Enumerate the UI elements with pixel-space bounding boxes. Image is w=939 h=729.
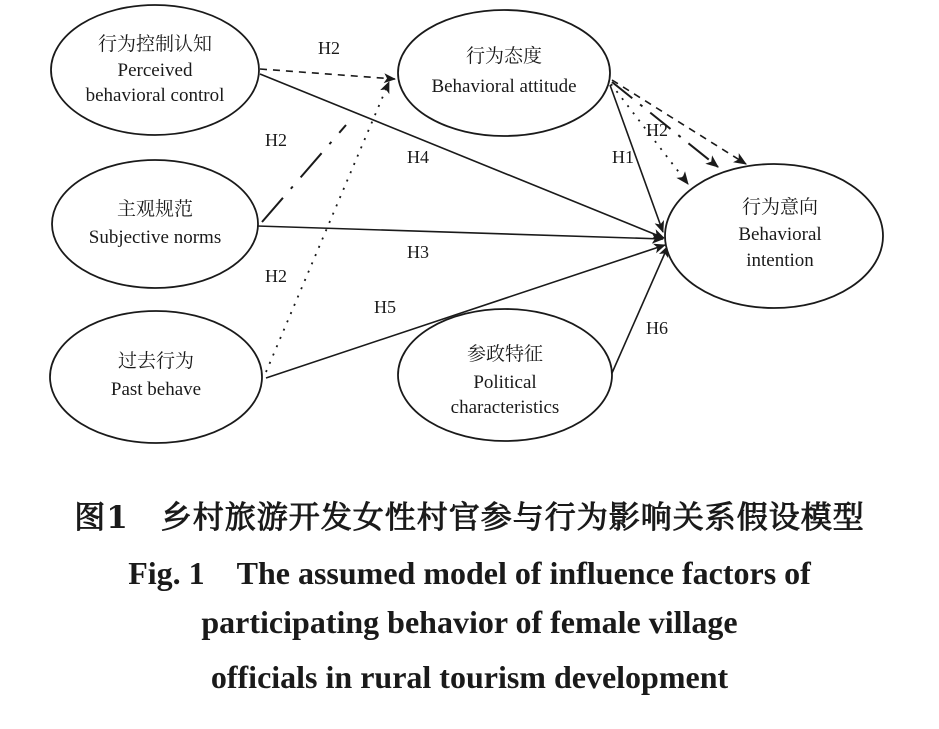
pbc-en-label-1: Perceived — [117, 60, 193, 81]
norms-zh-label: 主观规范 — [116, 198, 194, 220]
node-past-behave — [50, 311, 262, 443]
node-political-characteristics — [398, 309, 612, 441]
figure-caption-english-line-1: Fig. 1 The assumed model of influence factors of — [128, 555, 811, 591]
past-zh-label: 过去行为 — [117, 350, 195, 372]
label-h5: H5 — [374, 297, 396, 317]
label-h2-pbc: H2 — [318, 38, 340, 58]
pbc-zh-label: 行为控制认知 — [97, 33, 213, 55]
label-h2-past: H2 — [265, 266, 287, 286]
political-en-label-1: Political — [473, 372, 537, 393]
figure-caption-english-line-3: officials in rural tourism development — [210, 659, 729, 695]
figure-caption-english-line-2: participating behavior of female village — [201, 604, 738, 640]
pbc-en-label-2: behavioral control — [85, 85, 225, 106]
node-perceived-behavioral-control — [51, 5, 259, 135]
attitude-en-label: Behavioral attitude — [431, 76, 577, 97]
node-subjective-norms — [52, 160, 258, 288]
intention-zh-label: 行为意向 — [741, 196, 819, 218]
label-h3: H3 — [407, 242, 429, 262]
figure-caption-chinese: 图1 乡村旅游开发女性村官参与行为影响关系假设模型 — [74, 500, 865, 536]
edge-pbc-attitude-h2 — [260, 69, 395, 79]
past-en-label: Past behave — [110, 379, 202, 400]
intention-en-label-2: intention — [746, 250, 814, 271]
node-behavioral-attitude — [398, 10, 610, 136]
attitude-zh-label: 行为态度 — [465, 45, 543, 67]
label-h2-norms: H2 — [265, 130, 287, 150]
political-en-label-2: characteristics — [450, 397, 560, 418]
edge-norms-intention-h3 — [257, 226, 663, 239]
norms-en-label: Subjective norms — [88, 227, 222, 248]
label-h6: H6 — [646, 318, 668, 338]
political-zh-label: 参政特征 — [466, 343, 544, 365]
intention-en-label-1: Behavioral — [738, 224, 822, 245]
label-h4: H4 — [407, 147, 429, 167]
node-behavioral-intention — [665, 164, 883, 308]
edge-political-intention-h6 — [612, 246, 668, 373]
label-h1: H1 — [612, 147, 634, 167]
label-h2-attitude: H2 — [646, 120, 668, 140]
